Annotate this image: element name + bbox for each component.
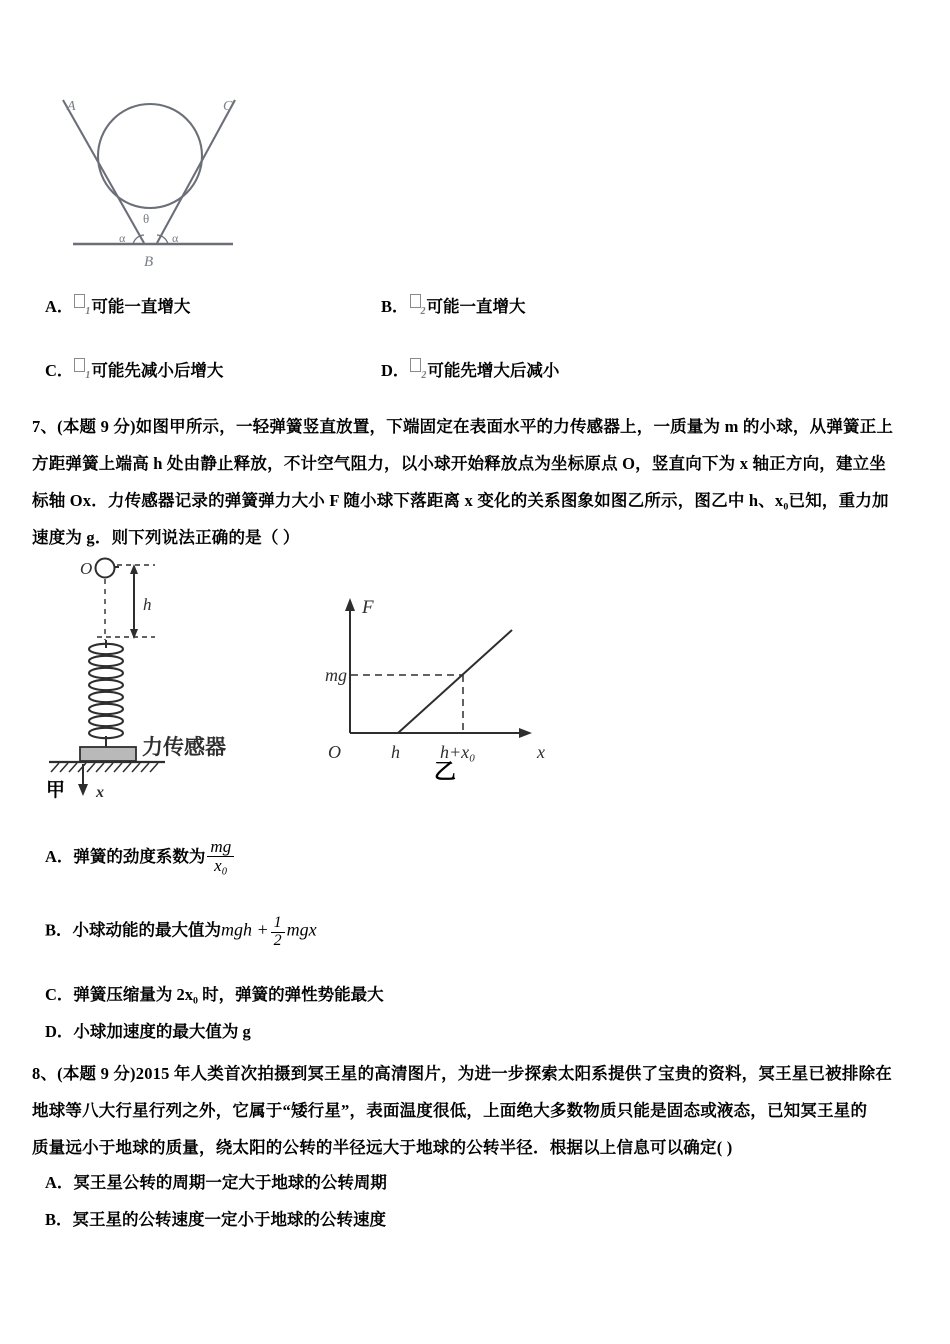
q7-option-c[interactable]	[45, 981, 384, 1005]
q7-stem-line4: 速度为 g．则下列说法正确的是（ ）	[32, 528, 300, 547]
groove-left-line	[63, 100, 144, 243]
missing-glyph-icon	[74, 294, 85, 308]
q7-stem-line1: 7、(本题 9 分)如图甲所示，一轻弹簧竖直放置，下端固定在表面水平的力传感器上，一质量为 m 的小球，从弹簧正上	[32, 417, 894, 436]
groove-label-C: C	[223, 99, 233, 114]
q6-option-c[interactable]	[45, 357, 223, 381]
q7-option-b[interactable]	[45, 915, 317, 950]
q8-option-b-text: 冥王星的公转速度一定小于地球的公转速度	[72, 1210, 387, 1229]
graph-x-tick-h-plus-x0: h+x₀	[440, 742, 476, 762]
figure-spring-force-sensor	[35, 552, 285, 801]
q8-stem-line1: 8、(本题 9 分)2015 年人类首次拍摄到冥王星的高清图片，为进一步探索太阳系提供了宝贵的资料，冥王星已被排除在	[32, 1064, 892, 1083]
graph-y-tick-mg: mg	[325, 665, 347, 685]
q7-option-a[interactable]	[45, 838, 236, 875]
q6-option-d-text: 可能先增大后减小	[427, 361, 560, 380]
q6-option-b-label: B．	[381, 297, 409, 316]
q7-stem-line3: 标轴 Ox．力传感器记录的弹簧弹力大小 F 随小球下落距离 x 变化的关系图象如图乙所示，图乙中 h、x₀已知，重力加	[32, 491, 889, 510]
fraction-numerator: 1	[273, 914, 282, 931]
q8-stem-line3: 质量远小于地球的质量，绕太阳的公转的半径远大于地球的公转半径．根据以上信息可以确定( )	[32, 1138, 733, 1157]
q7-option-c-label: C．	[45, 985, 74, 1004]
q8-option-b-label: B．	[45, 1210, 73, 1229]
q7-option-c-text: 弹簧压缩量为 2x₀ 时，弹簧的弹性势能最大	[73, 985, 384, 1004]
x-axis-label: x	[96, 784, 104, 801]
q6-option-d[interactable]	[381, 357, 559, 381]
figure-ball-in-groove	[45, 78, 285, 278]
groove-label-A: A	[67, 99, 76, 114]
q6-option-b[interactable]	[381, 293, 526, 317]
q6-option-a-label: A．	[45, 297, 74, 316]
q6-option-a[interactable]	[45, 293, 190, 317]
q6-option-c-label: C．	[45, 361, 74, 380]
graph-x-label: x	[537, 742, 545, 762]
q6-option-c-subscript: 1	[85, 370, 91, 381]
missing-glyph-icon	[74, 358, 85, 372]
force-sensor-block	[80, 747, 136, 761]
figure-caption-jia: 甲	[46, 780, 66, 801]
fraction-numerator: mg	[210, 837, 232, 856]
q6-option-a-subscript: 1	[85, 306, 91, 317]
spring-coil	[89, 644, 123, 738]
q7-option-b-formula-suffix: mgx	[286, 919, 317, 940]
graph-x-tick-h: h	[391, 742, 400, 762]
height-label: h	[143, 595, 152, 614]
fraction-denominator: 2	[271, 932, 285, 950]
q7-option-b-label: B．	[45, 920, 73, 940]
groove-label-alpha-right: α	[172, 231, 179, 245]
q6-option-c-text: 可能先减小后增大	[91, 361, 224, 380]
groove-label-theta: θ	[143, 211, 150, 226]
q7-option-d[interactable]	[45, 1018, 251, 1042]
ball-icon	[96, 559, 115, 578]
missing-glyph-icon	[410, 294, 421, 308]
q6-option-b-text: 可能一直增大	[426, 297, 526, 316]
groove-right-line	[157, 100, 235, 243]
graph-y-axis-arrow	[345, 598, 355, 611]
q7-option-d-label: D．	[45, 1022, 74, 1041]
q7-option-a-fraction	[207, 838, 234, 875]
q6-option-b-subscript: 2	[420, 306, 426, 317]
q8-option-a-text: 冥王星公转的周期一定大于地球的公转周期	[73, 1173, 387, 1192]
ground-hatching	[51, 763, 158, 772]
force-sensor-label: 力传感器	[142, 735, 226, 759]
groove-label-B: B	[144, 254, 154, 270]
q7-option-d-text: 小球加速度的最大值为 g	[73, 1022, 251, 1041]
q7-option-b-text: 小球动能的最大值为	[72, 920, 222, 940]
graph-origin-label: O	[328, 742, 341, 762]
q7-stem-line2: 方距弹簧上端高 h 处由静止释放，不计空气阻力，以小球开始释放点为坐标原点 O，竖直向下为 x 轴正方向，建立坐	[32, 454, 887, 473]
q7-option-a-text: 弹簧的劲度系数为	[73, 846, 206, 866]
q8-stem-line2: 地球等八大行星行列之外，它属于“矮行星”，表面温度很低，上面绝大多数物质只能是固态或液态，已知冥王星的	[32, 1101, 868, 1120]
fraction-denominator: x₀	[207, 856, 234, 875]
x-axis-arrow-head	[78, 784, 88, 796]
missing-glyph-icon	[410, 358, 421, 372]
q8-option-a-label: A．	[45, 1173, 74, 1192]
ball-circle	[98, 104, 202, 208]
q8-option-a[interactable]	[45, 1169, 387, 1193]
origin-label: O	[80, 559, 93, 578]
q6-option-d-label: D．	[381, 361, 410, 380]
groove-label-alpha-left: α	[119, 231, 126, 245]
q6-option-a-text: 可能一直增大	[91, 297, 191, 316]
graph-data-line	[398, 630, 512, 733]
figure-caption-yi: 乙	[434, 759, 457, 784]
q8-option-b[interactable]	[45, 1206, 386, 1230]
q7-option-b-formula-prefix: mgh +	[221, 919, 269, 940]
graph-x-axis-arrow	[519, 728, 532, 738]
q7-option-b-fraction	[271, 915, 285, 950]
q7-option-a-label: A．	[45, 846, 74, 866]
graph-y-label: F	[362, 597, 374, 618]
q6-option-d-subscript: 2	[421, 370, 427, 381]
